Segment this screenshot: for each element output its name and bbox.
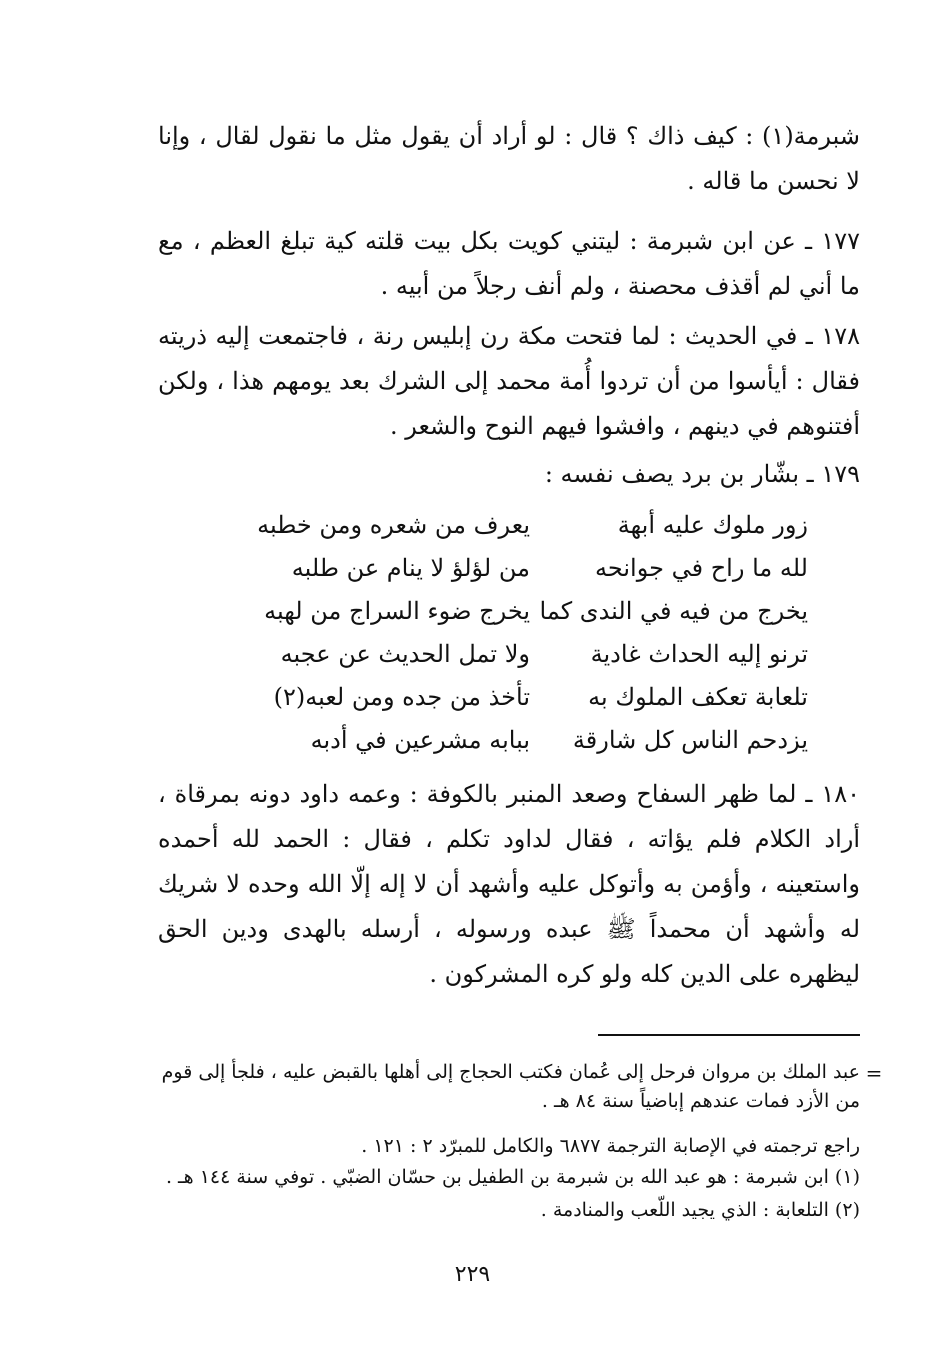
verse-second-hemistich: يعرف من شعره ومن خطبه	[257, 510, 530, 539]
verse-first-hemistich: يزدحم الناس كل شارقة	[572, 725, 808, 754]
verse-second-hemistich: ببابه مشرعين في أدبه	[310, 725, 530, 754]
footnote-continued-reference: راجع ترجمته في الإصابة الترجمة ٦٨٧٧ والكامل للمبرّد ٢ : ١٢١ .	[361, 1135, 860, 1157]
verse-second-hemistich: تأخذ من جده ومن لعبه(٢)	[273, 682, 530, 711]
poem-verse	[158, 503, 860, 546]
poem-verse	[158, 589, 860, 632]
footnote-2: (٢) التلعابة : الذي يجيد اللّعب والمنادمة .	[540, 1199, 860, 1221]
paragraph-180: ١٨٠ ـ لما ظهر السفاح وصعد المنبر بالكوفة : وعمه داود دونه بمرقاة ، أراد الكلام فلم يؤاته ، فقال لداود تكلم ، فقال : الحمد لله أحمده واستعينه ، وأؤمن به وأتوكل عليه وأشهد أن لا إله إلّا الله وحده لا شريك له وأشهد أن محمداً ﷺ عبده ورسوله ، أرسله بالهدى ودين الحق ليظهره على الدين كله ولو كره المشركون .	[158, 780, 860, 988]
paragraph-179: ١٧٩ ـ بشّار بن برد يصف نفسه :	[544, 460, 860, 488]
poem-verse	[158, 632, 860, 675]
footnote-1: (١) ابن شبرمة : هو عبد الله بن شبرمة بن الطفيل بن حسّان الضبّي . توفي سنة ١٤٤ هـ .	[165, 1166, 860, 1188]
footnote-continued-text: عبد الملك بن مروان فرحل إلى عُمان فكتب الحجاج إلى أهلها بالقبض عليه ، فلجأ إلى قوم من الأزد فمات عندهم إباضياً سنة ٨٤ هـ .	[161, 1061, 860, 1112]
page-number: ٢٢٩	[454, 1262, 491, 1287]
poem-verse	[158, 675, 860, 718]
poem-verse	[158, 546, 860, 589]
verse-first-hemistich: تلعابة تعكف الملوك به	[588, 682, 808, 711]
verse-first-hemistich: لله ما راح في جوانحه	[595, 553, 808, 582]
verse-first-hemistich: ترنو إليه الحداث غادية	[590, 639, 808, 668]
footnote-separator	[598, 1034, 860, 1036]
verse-first-hemistich: يخرج من فيه في الندى كما	[539, 596, 808, 625]
verse-second-hemistich: يخرج ضوء السراج من لهبه	[264, 596, 530, 625]
footnote-continuation-mark: =	[865, 1061, 883, 1085]
paragraph-178: ١٧٨ ـ في الحديث : لما فتحت مكة رن إبليس رنة ، فاجتمعت إليه ذريته فقال : أيأسوا من أن تردوا أُمة محمد إلى الشرك بعد يومهم هذا ، ولكن أفتنوهم في دينهم ، وافشوا فيهم النوح والشعر .	[158, 322, 860, 440]
verse-first-hemistich: زور ملوك عليه أبهة	[617, 510, 808, 539]
paragraph-177: ١٧٧ ـ عن ابن شبرمة : ليتني كويت بكل بيت قلته كية تبلغ العظم ، مع ما أني لم أقذف محصنة ، ولم أنف رجلاً من أبيه .	[158, 227, 860, 300]
verse-second-hemistich: ولا تمل الحديث عن عجبه	[280, 639, 530, 668]
poem	[158, 503, 860, 761]
paragraph-continuation: شبرمة(١) : كيف ذاك ؟ قال : لو أراد أن يقول مثل ما نقول لقال ، وإنا لا نحسن ما قاله .	[158, 122, 860, 195]
poem-verse	[158, 718, 860, 761]
verse-second-hemistich: من لؤلؤ لا ينام عن طلبه	[291, 553, 530, 582]
